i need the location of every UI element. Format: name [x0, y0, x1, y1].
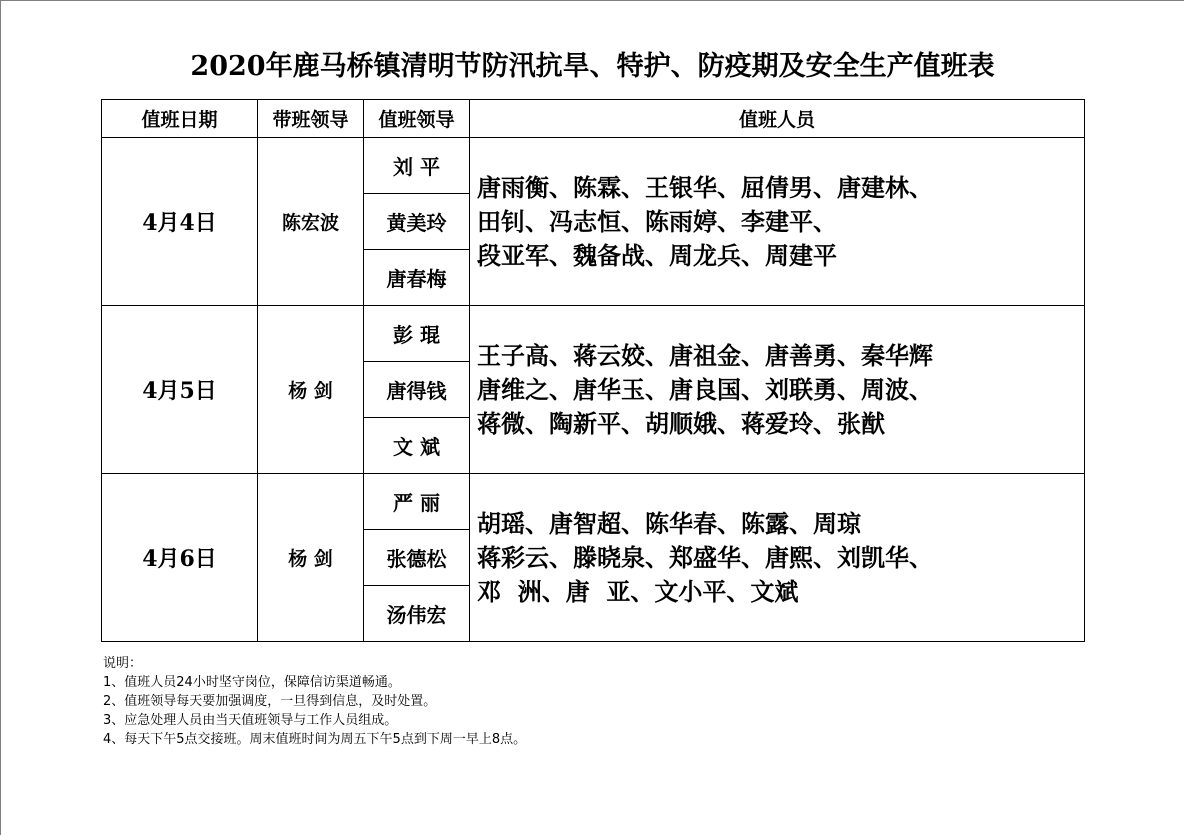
- staff-line: 蒋微、陶新平、胡顺娥、蒋爱玲、张猷: [477, 408, 885, 438]
- duty-lead-cell: 黄美玲: [364, 194, 470, 250]
- staff-cell: [470, 474, 1085, 642]
- staff-line: 唐雨衡、陈霖、王银华、屈倩男、唐建林、: [477, 172, 933, 202]
- staff-line: 段亚军、魏备战、周龙兵、周建平: [477, 240, 837, 270]
- staff-line: 田钊、冯志恒、陈雨婷、李建平、: [477, 206, 837, 236]
- duty-lead-cell: 唐得钱: [364, 362, 470, 418]
- date-cell: 4月6日: [102, 474, 258, 642]
- staff-line: 王子高、蒋云姣、唐祖金、唐善勇、秦华辉: [477, 340, 933, 370]
- staff-line: 唐维之、唐华玉、唐良国、刘联勇、周波、: [477, 374, 933, 404]
- duty-lead-cell: 汤伟宏: [364, 586, 470, 642]
- duty-lead-cell: 张德松: [364, 530, 470, 586]
- note-item: 1、值班人员24小时坚守岗位，保障信访渠道畅通。: [103, 675, 401, 690]
- lead-cell: 陈宏波: [258, 138, 364, 306]
- note-item: 4、每天下午5点交接班。周末值班时间为周五下午5点到下周一早上8点。: [103, 732, 527, 747]
- staff-line: 蒋彩云、滕晓泉、郑盛华、唐熙、刘凯华、: [477, 542, 933, 572]
- header-staff: 值班人员: [470, 100, 1085, 138]
- lead-cell: 杨 剑: [258, 306, 364, 474]
- table-row: [102, 306, 1085, 362]
- table-row: [102, 474, 1085, 530]
- duty-table: [101, 99, 1085, 642]
- duty-lead-cell: 严 丽: [364, 474, 470, 530]
- header-lead: 带班领导: [258, 100, 364, 138]
- staff-line: 胡瑶、唐智超、陈华春、陈露、周琼: [477, 508, 861, 538]
- document-title: 2020年鹿马桥镇清明节防汛抗旱、特护、防疫期及安全生产值班表: [190, 51, 995, 82]
- note-item: 3、应急处理人员由当天值班领导与工作人员组成。: [103, 713, 398, 728]
- notes-section: [103, 654, 526, 749]
- staff-line: 邓 洲、唐 亚、文小平、文斌: [477, 576, 799, 606]
- staff-cell: [470, 138, 1085, 306]
- date-cell: 4月4日: [102, 138, 258, 306]
- lead-cell: 杨 剑: [258, 474, 364, 642]
- duty-lead-cell: 彭 琨: [364, 306, 470, 362]
- notes-heading: 说明：: [103, 656, 143, 671]
- date-cell: 4月5日: [102, 306, 258, 474]
- header-duty-lead: 值班领导: [364, 100, 470, 138]
- duty-lead-cell: 刘 平: [364, 138, 470, 194]
- duty-lead-cell: 唐春梅: [364, 250, 470, 306]
- note-item: 2、值班领导每天要加强调度，一旦得到信息，及时处置。: [103, 694, 437, 709]
- header-date: 值班日期: [102, 100, 258, 138]
- header-row: [102, 100, 1085, 138]
- duty-lead-cell: 文 斌: [364, 418, 470, 474]
- table-row: [102, 138, 1085, 194]
- staff-cell: [470, 306, 1085, 474]
